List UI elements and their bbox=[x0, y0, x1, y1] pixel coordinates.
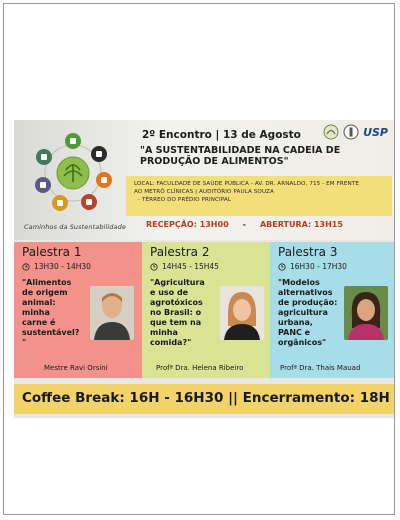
coffee-break-bar bbox=[14, 384, 394, 414]
schedule-times: RECEPÇÃO: 13H00 - ABERTURA: 13H15 bbox=[146, 220, 343, 229]
poster-header bbox=[14, 120, 394, 240]
topic-line: agricultura bbox=[278, 308, 328, 317]
palestra-1-panel bbox=[14, 242, 142, 378]
speaker-name: Profª Dra. Thais Mauad bbox=[280, 364, 361, 372]
topic-line: de produção: bbox=[278, 298, 338, 307]
palestra-title: Palestra 3 bbox=[278, 245, 338, 259]
palestra-time bbox=[278, 262, 347, 271]
palestra-time bbox=[22, 262, 91, 271]
topic-line: "Modelos bbox=[278, 278, 320, 287]
coffee-break-text: Coffee Break: 16H - 16H30 || Encerramento: 18H bbox=[22, 390, 390, 406]
palestra-time bbox=[150, 262, 219, 271]
topic-line: PANC e bbox=[278, 328, 311, 337]
palestra-topic bbox=[22, 278, 79, 348]
topic-line: animal: bbox=[22, 298, 56, 307]
speaker-photo bbox=[344, 286, 388, 340]
topic-line: alternativos bbox=[278, 288, 333, 297]
topic-line: no Brasil: o bbox=[150, 308, 202, 317]
location-line: - TÉRREO DO PRÉDIO PRINCIPAL bbox=[138, 197, 232, 203]
palestra-topic bbox=[150, 278, 205, 348]
speaker-photo bbox=[90, 286, 134, 340]
opening-time: ABERTURA: 13H15 bbox=[259, 220, 343, 229]
reception-time: RECEPÇÃO: 13H00 bbox=[146, 220, 229, 229]
topic-line: sustentável? bbox=[22, 328, 80, 337]
topic-line: "Alimentos bbox=[22, 278, 72, 287]
topic-line: minha bbox=[150, 328, 178, 337]
clock-icon bbox=[22, 263, 30, 271]
topic-line: orgânicos" bbox=[278, 338, 327, 347]
location-line: AO METRÔ CLÍNICAS | AUDITÓRIO PAULA SOUZA bbox=[134, 189, 274, 195]
palestra-time-text: 16H30 - 17H30 bbox=[290, 262, 347, 271]
palestra-title: Palestra 2 bbox=[150, 245, 210, 259]
topic-line: " bbox=[22, 338, 27, 347]
palestra-time-text: 13H30 - 14H30 bbox=[34, 262, 91, 271]
speaker-name: Mestre Ravi Orsini bbox=[44, 364, 108, 372]
partner-logo-icon bbox=[323, 124, 339, 140]
topic-line: que tem na bbox=[150, 318, 202, 327]
palestra-2-panel bbox=[142, 242, 270, 378]
partner-logo-icon bbox=[343, 124, 359, 140]
location-text bbox=[134, 180, 388, 204]
clock-icon bbox=[278, 263, 286, 271]
topic-line: de origem bbox=[22, 288, 68, 297]
speaker-photo bbox=[220, 286, 264, 340]
topic-line: minha bbox=[22, 308, 50, 317]
speaker-name: Profª Dra. Helena Ribeiro bbox=[156, 364, 244, 372]
topic-line: urbana, bbox=[278, 318, 313, 327]
usp-logo: USP bbox=[363, 125, 388, 139]
topic-line: comida?" bbox=[150, 338, 192, 347]
location-line: LOCAL: FACULDADE DE SAÚDE PÚBLICA - AV. DR. ARNALDO, 715 - EM FRENTE bbox=[134, 181, 359, 187]
event-poster bbox=[14, 120, 394, 418]
clock-icon bbox=[150, 263, 158, 271]
topic-line: carne é bbox=[22, 318, 56, 327]
palestra-time-text: 14H45 - 15H45 bbox=[162, 262, 219, 271]
logo-caption: Caminhos da Sustentabilidade bbox=[24, 223, 126, 231]
topic-line: agrotóxicos bbox=[150, 298, 203, 307]
location-box bbox=[126, 176, 392, 216]
sustainability-logo-icon bbox=[30, 130, 116, 216]
event-title: "A SUSTENTABILIDADE NA CADEIA DE PRODUÇÃO DE ALIMENTOS" bbox=[140, 145, 341, 167]
image-frame bbox=[3, 3, 395, 515]
encounter-date: 2º Encontro | 13 de Agosto bbox=[142, 129, 301, 141]
topic-line: e uso de bbox=[150, 288, 189, 297]
topic-line: "Agricultura bbox=[150, 278, 205, 287]
palestra-topic bbox=[278, 278, 337, 348]
palestra-title: Palestra 1 bbox=[22, 245, 82, 259]
partner-logos bbox=[323, 124, 388, 140]
palestra-3-panel bbox=[270, 242, 394, 378]
